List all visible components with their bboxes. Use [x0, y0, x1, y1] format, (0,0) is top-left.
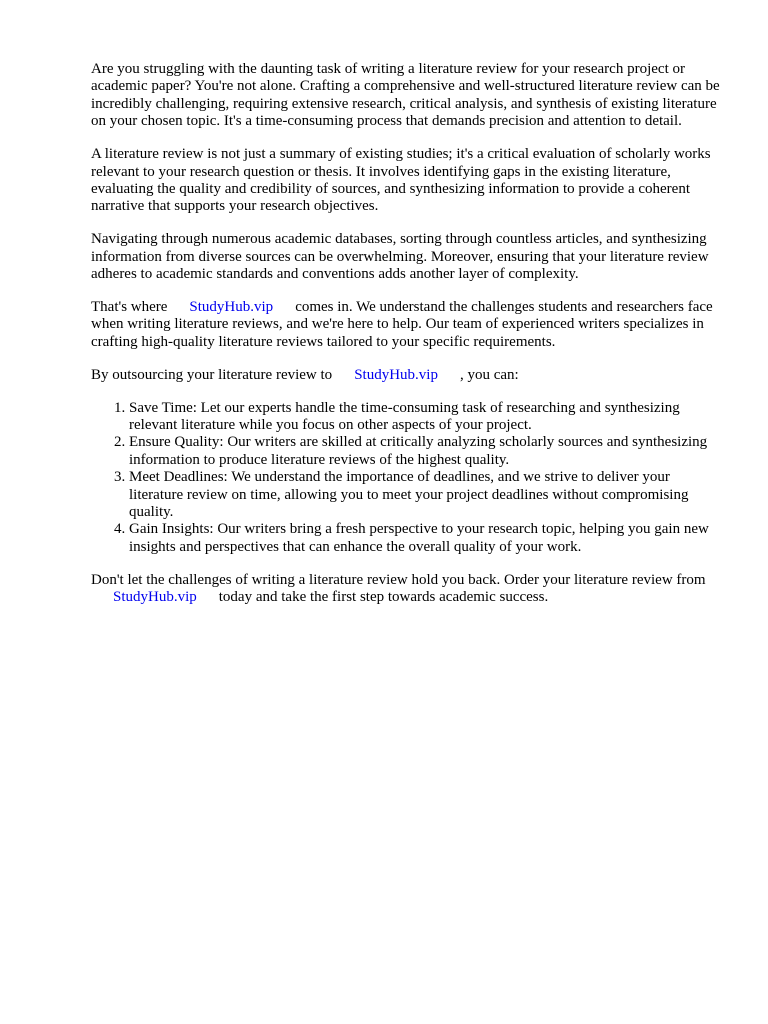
- list-item-save-time: 1. Save Time: Let our experts handle the time-consuming task of researching and synthesizing relevant literature while you focus on other aspects of your project.: [129, 400, 723, 435]
- paragraph-outsourcing-rest: , you can:: [459, 366, 519, 383]
- studyhub-link-1[interactable]: StudyHub.vip: [189, 298, 274, 315]
- studyhub-link-3[interactable]: StudyHub.vip: [113, 589, 197, 606]
- studyhub-link-2[interactable]: StudyHub.vip: [354, 366, 438, 383]
- list-item-meet-deadlines: 3. Meet Deadlines: We understand the importance of deadlines, and we strive to deliver your literature review on time, allowing you to meet your project deadlines without compromising quality.: [129, 469, 723, 521]
- paragraph-definition: A literature review is not just a summary of existing studies; it's a critical evaluation of scholarly works relevant to your research question or thesis. It involves identifying gaps in the existing literature, evaluating the quality and credibility of sources, and synthesizing information to provide a coherent narrative that supports your research objectives.: [91, 146, 711, 215]
- list-item-ensure-quality: 2. Ensure Quality: Our writers are skilled at critically analyzing scholarly sources and synthesizing information to produce literature reviews of the highest quality.: [129, 434, 723, 469]
- paragraph-closing-lead: Don't let the challenges of writing a literature review hold you back. Order your literature review from: [91, 571, 706, 588]
- benefits-list: [91, 400, 723, 557]
- paragraph-outsourcing: [91, 367, 723, 384]
- list-item-gain-insights: 4. Gain Insights: Our writers bring a fresh perspective to your research topic, helping you gain new insights and perspectives that can enhance the overall quality of your work.: [129, 521, 723, 556]
- document-page: [91, 61, 723, 622]
- paragraph-intro: Are you struggling with the daunting task of writing a literature review for your research project or academic paper? You're not alone. Crafting a comprehensive and well-structured literature review can be incredibly challenging, requiring extensive research, critical analysis, and synthesis of existing literature on your chosen topic. It's a time-consuming process that demands precision and attention to detail.: [91, 61, 720, 130]
- paragraph-closing: [91, 572, 723, 607]
- paragraph-service-lead: That's where: [91, 298, 168, 315]
- paragraph-outsourcing-lead: By outsourcing your literature review to: [91, 366, 333, 383]
- paragraph-challenges: Navigating through numerous academic databases, sorting through countless articles, and synthesizing information from diverse sources can be overwhelming. Moreover, ensuring that your literature review adheres to academic standards and conventions adds another layer of complexity.: [91, 231, 709, 283]
- paragraph-service: [91, 299, 723, 351]
- paragraph-closing-rest: today and take the first step towards academic success.: [218, 589, 549, 606]
- paragraph-service-rest: comes in. We understand the challenges students and researchers face when writing literature reviews, and we're here to help. Our team of experienced writers specializes in crafting high-quality literature reviews tailored to your specific requirements.: [91, 298, 713, 350]
